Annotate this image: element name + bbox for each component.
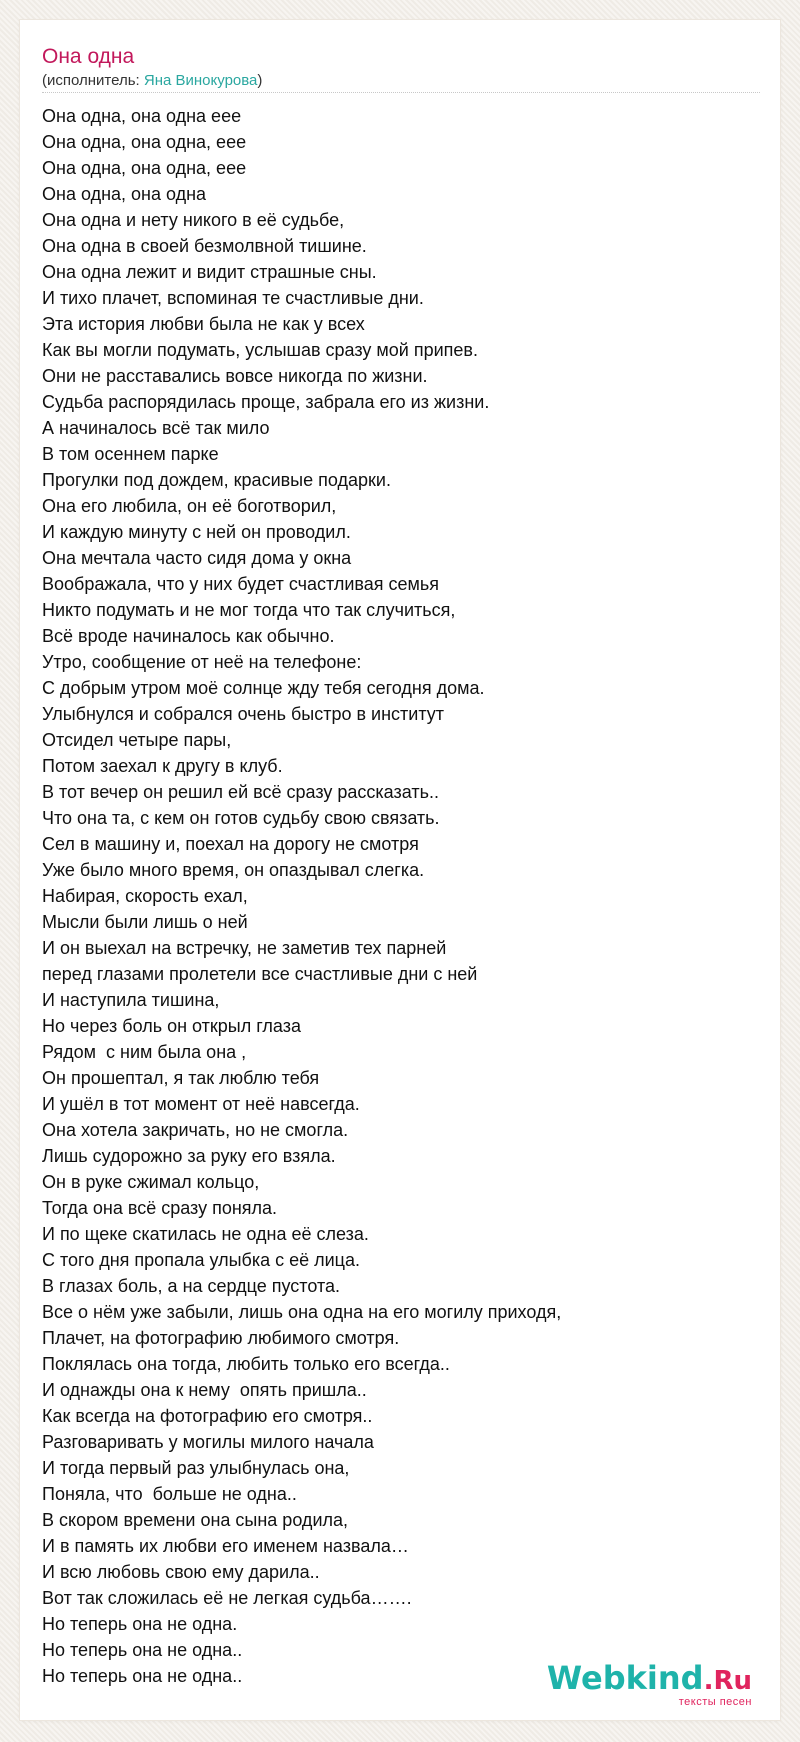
lyric-line: И в память их любви его именем назвала…: [42, 1536, 409, 1556]
lyric-line: Вот так сложилась её не легкая судьба…….: [42, 1588, 412, 1608]
lyric-line: Отсидел четыре пары,: [42, 730, 232, 750]
divider: [42, 92, 760, 93]
lyric-line: И наступила тишина,: [42, 990, 220, 1010]
lyric-line: Разговаривать у могилы милого начала: [42, 1432, 374, 1452]
logo-tagline: тексты песен: [678, 1696, 752, 1708]
lyric-line: И ушёл в тот момент от неё навсегда.: [42, 1094, 360, 1114]
lyric-line: И каждую минуту с ней он проводил.: [42, 522, 351, 542]
performer-suffix: ): [257, 72, 263, 89]
lyric-line: Она одна, она одна, еее: [42, 132, 247, 152]
lyric-line: Она мечтала часто сидя дома у окна: [42, 548, 352, 568]
lyric-line: Как всегда на фотографию его смотря..: [42, 1406, 373, 1426]
lyric-line: Но теперь она не одна..: [42, 1666, 243, 1686]
lyric-line: Что она та, с кем он готов судьбу свою связать.: [42, 808, 440, 828]
lyric-line: Она его любила, он её боготворил,: [42, 496, 337, 516]
lyric-line: Мысли были лишь о ней: [42, 912, 248, 932]
lyric-line: Набирая, скорость ехал,: [42, 886, 248, 906]
lyric-line: Она одна, она одна, еее: [42, 158, 247, 178]
lyric-line: Он в руке сжимал кольцо,: [42, 1172, 260, 1192]
lyric-line: Как вы могли подумать, услышав сразу мой припев.: [42, 340, 478, 360]
lyric-line: Рядом с ним была она ,: [42, 1042, 247, 1062]
lyric-line: Но через боль он открыл глаза: [42, 1016, 301, 1036]
lyric-line: И всю любовь свою ему дарила..: [42, 1562, 320, 1582]
lyric-line: Она одна и нету никого в её судьбе,: [42, 210, 345, 230]
lyric-line: С того дня пропала улыбка с её лица.: [42, 1250, 361, 1270]
lyric-line: Но теперь она не одна..: [42, 1640, 243, 1660]
lyric-line: Она одна, она одна: [42, 184, 207, 204]
lyric-line: В скором времени она сына родила,: [42, 1510, 349, 1530]
lyric-line: Поняла, что больше не одна..: [42, 1484, 297, 1504]
performer-line: [42, 72, 262, 89]
lyric-line: Воображала, что у них будет счастливая семья: [42, 574, 440, 594]
lyric-line: Утро, сообщение от неё на телефоне:: [42, 652, 362, 672]
logo-suffix: .Ru: [703, 1666, 752, 1696]
lyric-line: В том осеннем парке: [42, 444, 219, 464]
site-logo[interactable]: [547, 1661, 752, 1708]
lyric-line: Она одна в своей безмолвной тишине.: [42, 236, 367, 256]
lyric-line: С добрым утром моё солнце жду тебя сегодня дома.: [42, 678, 485, 698]
lyric-line: Он прошептал, я так люблю тебя: [42, 1068, 320, 1088]
lyric-line: И тогда первый раз улыбнулась она,: [42, 1458, 350, 1478]
lyric-line: Она хотела закричать, но не смогла.: [42, 1120, 349, 1140]
performer-link[interactable]: Яна Винокурова: [143, 72, 258, 89]
lyrics-card: [20, 20, 780, 1720]
lyric-line: Всё вроде начиналось как обычно.: [42, 626, 335, 646]
lyric-line: Поклялась она тогда, любить только его всегда..: [42, 1354, 450, 1374]
lyric-line: Потом заехал к другу в клуб.: [42, 756, 283, 776]
lyric-line: перед глазами пролетели все счастливые дни с ней: [42, 964, 478, 984]
lyric-line: Они не расставались вовсе никогда по жизни.: [42, 366, 428, 386]
lyric-line: Никто подумать и не мог тогда что так случиться,: [42, 600, 456, 620]
lyric-line: Уже было много время, он опаздывал слегка.: [42, 860, 425, 880]
lyric-line: Судьба распорядилась проще, забрала его из жизни.: [42, 392, 490, 412]
logo-main-text: Webkind: [546, 1659, 704, 1697]
lyric-line: И по щеке скатилась не одна её слеза.: [42, 1224, 369, 1244]
lyric-line: Лишь судорожно за руку его взяла.: [42, 1146, 336, 1166]
lyric-line: И он выехал на встречку, не заметив тех парней: [42, 938, 447, 958]
lyric-line: Улыбнулся и собрался очень быстро в институт: [42, 704, 445, 724]
logo-wordmark: [547, 1661, 752, 1698]
song-title: Она одна: [42, 45, 135, 68]
lyric-line: Она одна лежит и видит страшные сны.: [42, 262, 377, 282]
lyric-line: Она одна, она одна еее: [42, 106, 242, 126]
lyric-line: Прогулки под дождем, красивые подарки.: [42, 470, 391, 490]
lyric-line: И тихо плачет, вспоминая те счастливые дни.: [42, 288, 424, 308]
lyric-line: Но теперь она не одна.: [42, 1614, 238, 1634]
performer-prefix: (исполнитель:: [42, 72, 144, 89]
lyric-line: Все о нём уже забыли, лишь она одна на его могилу приходя,: [42, 1302, 562, 1322]
lyric-line: В тот вечер он решил ей всё сразу рассказать..: [42, 782, 439, 802]
lyric-line: А начиналось всё так мило: [42, 418, 270, 438]
lyric-line: Эта история любви была не как у всех: [42, 314, 365, 334]
lyric-line: И однажды она к нему опять пришла..: [42, 1380, 367, 1400]
lyric-line: Сел в машину и, поехал на дорогу не смотря: [42, 834, 419, 854]
lyric-line: Плачет, на фотографию любимого смотря.: [42, 1328, 400, 1348]
lyric-line: Тогда она всё сразу поняла.: [42, 1198, 278, 1218]
lyric-line: В глазах боль, а на сердце пустота.: [42, 1276, 341, 1296]
lyrics-text: [42, 103, 758, 1689]
